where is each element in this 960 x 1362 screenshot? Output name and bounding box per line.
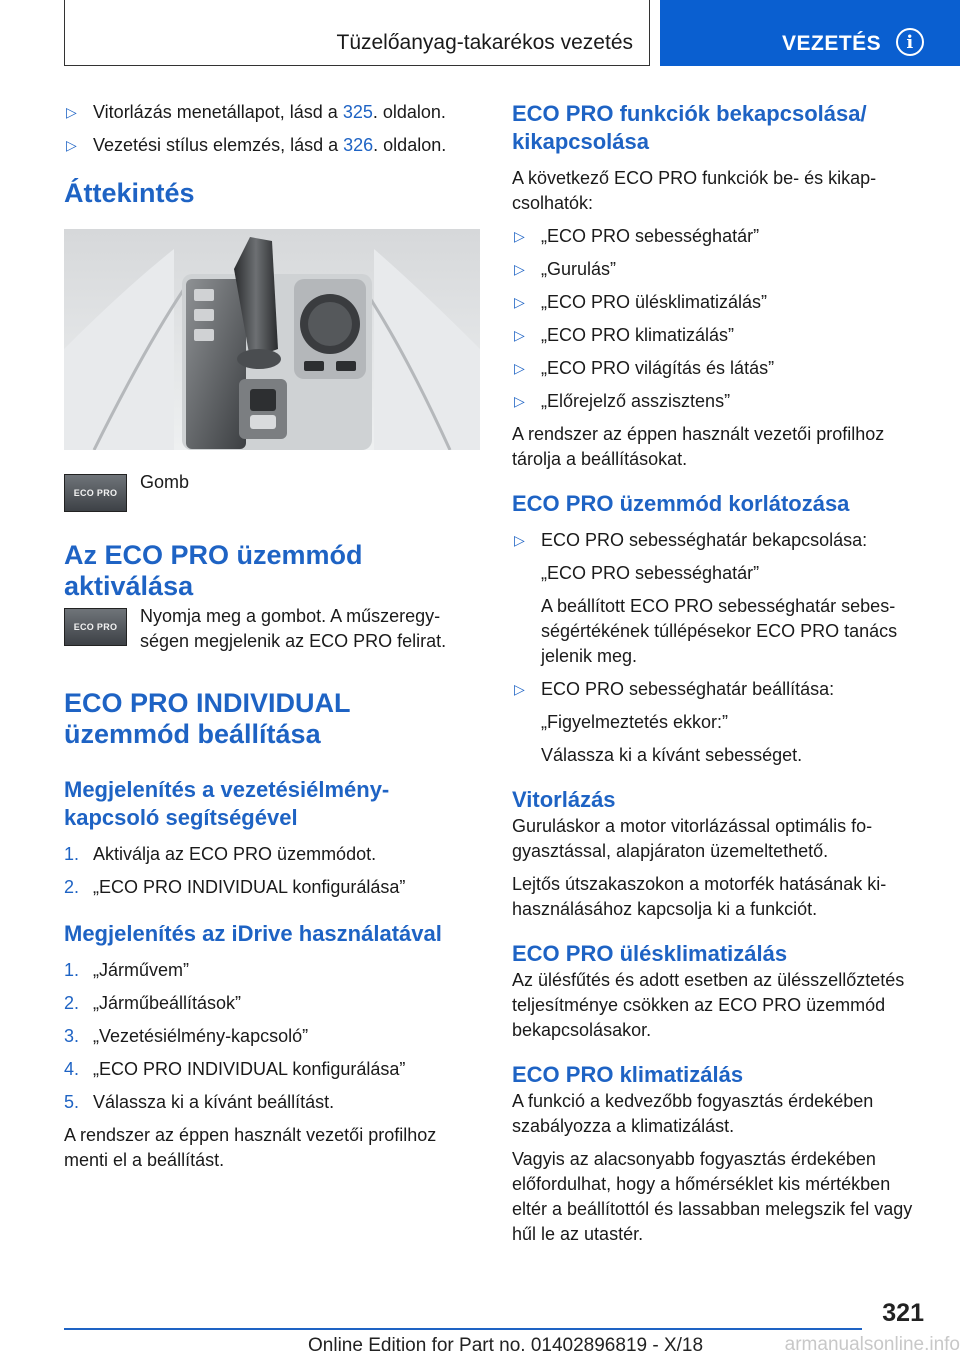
button-instruction-row: [64, 604, 480, 662]
sub-text: Válassza ki a kívánt sebességet.: [541, 745, 803, 765]
section-heading: ECO PRO funkciók bekapcsolása/ kikapcsolása: [512, 101, 867, 154]
bullet-item: [64, 133, 480, 158]
button-caption: Gomb: [140, 472, 190, 492]
header-chapter-tab[interactable]: [660, 0, 960, 66]
numbered-step: 5. Válassza ki a kívánt beállítást.: [64, 1092, 335, 1112]
closing-text: A rendszer az éppen használt vezetői profilhoz menti el a beállítást.: [64, 1125, 437, 1170]
footer-divider: [64, 1328, 862, 1330]
sub-text: A beállított ECO PRO sebességhatár sebes-ségértékének túllépésekor ECO PRO tanács jelenik meg.: [541, 596, 898, 666]
triangle-bullet-icon: ▷: [66, 137, 77, 153]
triangle-bullet-icon: ▷: [514, 681, 525, 697]
header-section-title-box: [64, 0, 650, 66]
triangle-bullet-icon: ▷: [514, 360, 525, 376]
paragraph: A rendszer az éppen használt vezetői profilhoz tárolja a beállításokat.: [512, 424, 885, 469]
numbered-step: 2. „ECO PRO INDIVIDUAL konfigurálása”: [64, 877, 406, 897]
header-chapter-label: VEZETÉS: [782, 32, 882, 55]
paragraph: A funkció a kedvezőbb fogyasztás érdekében szabályozza a klimatizálást.: [512, 1091, 874, 1136]
section-heading: ECO PRO üzemmód korlátozása: [512, 491, 850, 516]
watermark: armanualsonline.info: [784, 1334, 960, 1355]
right-column: [512, 100, 932, 1255]
info-icon[interactable]: i: [896, 28, 924, 56]
section-heading: Vitorlázás: [512, 787, 616, 812]
bullet-item: [64, 100, 480, 125]
button-caption-row: [64, 470, 480, 512]
page-link[interactable]: 325: [342, 102, 373, 122]
section-heading: Áttekintés: [64, 178, 195, 208]
section-heading: Az ECO PRO üzemmód aktiválása: [64, 540, 363, 601]
paragraph: A következő ECO PRO funkciók be- és kikap-csolhatók:: [512, 168, 877, 213]
bullet-item: ▷ „ECO PRO ülésklimatizálás”: [512, 290, 932, 315]
bullet-text: Vezetési stílus elemzés, lásd a 326. oldalon.: [93, 135, 447, 155]
bullet-item: ▷ „Előrejelző asszisztens”: [512, 389, 932, 414]
section-heading: ECO PRO ülésklimatizálás: [512, 941, 788, 966]
bullet-item: ▷ „ECO PRO világítás és látás”: [512, 356, 932, 381]
triangle-bullet-icon: ▷: [514, 294, 525, 310]
numbered-step: 3. „Vezetésiélmény-kapcsoló”: [64, 1026, 309, 1046]
paragraph: Az ülésfűtés és adott esetben az ülésszellőztetés teljesítménye csökken az ECO PRO üzemmód bekapcsolásakor.: [512, 970, 905, 1040]
edition-text: Online Edition for Part no. 01402896819 - X/18: [308, 1335, 704, 1356]
header-section-title: Tüzelőanyag-takarékos vezetés: [336, 31, 633, 54]
sub-heading: Megjelenítés az iDrive használatával: [64, 921, 442, 946]
numbered-step: 2. „Járműbeállítások”: [64, 993, 242, 1013]
sub-text: „ECO PRO sebességhatár”: [541, 563, 760, 583]
bullet-item: ▷ „ECO PRO klimatizálás”: [512, 323, 932, 348]
paragraph: Vagyis az alacsonyabb fogyasztás érdekében előfordulhat, hogy a hőmérséklet kis mértékben eltér a beállítottól és lassabban melegszik fel vagy hűl le az utastér.: [512, 1149, 913, 1244]
numbered-step: 1. „Járművem”: [64, 960, 190, 980]
triangle-bullet-icon: ▷: [66, 104, 77, 120]
triangle-bullet-icon: ▷: [514, 228, 525, 244]
eco-pro-button-icon: ECO PRO: [64, 608, 127, 646]
bullet-item: ▷ ECO PRO sebességhatár bekapcsolása:: [512, 528, 932, 553]
bullet-text: Vitorlázás menetállapot, lásd a 325. oldalon.: [93, 102, 446, 122]
numbered-step: 1. Aktiválja az ECO PRO üzemmódot.: [64, 844, 377, 864]
paragraph: Lejtős útszakaszokon a motorfék hatásának ki-használásához kapcsolja ki a funkciót.: [512, 874, 887, 919]
bullet-item: ▷ ECO PRO sebességhatár beállítása:: [512, 677, 932, 702]
gear-console-photo: [64, 229, 480, 450]
sub-text: „Figyelmeztetés ekkor:”: [541, 712, 729, 732]
page-link[interactable]: 326: [343, 135, 374, 155]
triangle-bullet-icon: ▷: [514, 532, 525, 548]
triangle-bullet-icon: ▷: [514, 327, 525, 343]
bullet-item: ▷ „ECO PRO sebességhatár”: [512, 224, 932, 249]
section-heading: ECO PRO INDIVIDUAL üzemmód beállítása: [64, 688, 351, 749]
left-column: [64, 100, 480, 1181]
paragraph: Guruláskor a motor vitorlázással optimális fo-gyasztással, alapjáraton üzemeltethető.: [512, 816, 873, 861]
eco-pro-button-icon: ECO PRO: [64, 474, 127, 512]
numbered-step: 4. „ECO PRO INDIVIDUAL konfigurálása”: [64, 1059, 406, 1079]
page-number: 321: [882, 1299, 924, 1327]
instruction-text: Nyomja meg a gombot. A műszeregy-ségen megjelenik az ECO PRO felirat.: [140, 606, 447, 651]
triangle-bullet-icon: ▷: [514, 261, 525, 277]
section-heading: ECO PRO klimatizálás: [512, 1062, 744, 1087]
bullet-item: ▷ „Gurulás”: [512, 257, 932, 282]
sub-heading: Megjelenítés a vezetésiélmény-kapcsoló segítségével: [64, 777, 390, 830]
triangle-bullet-icon: ▷: [514, 393, 525, 409]
